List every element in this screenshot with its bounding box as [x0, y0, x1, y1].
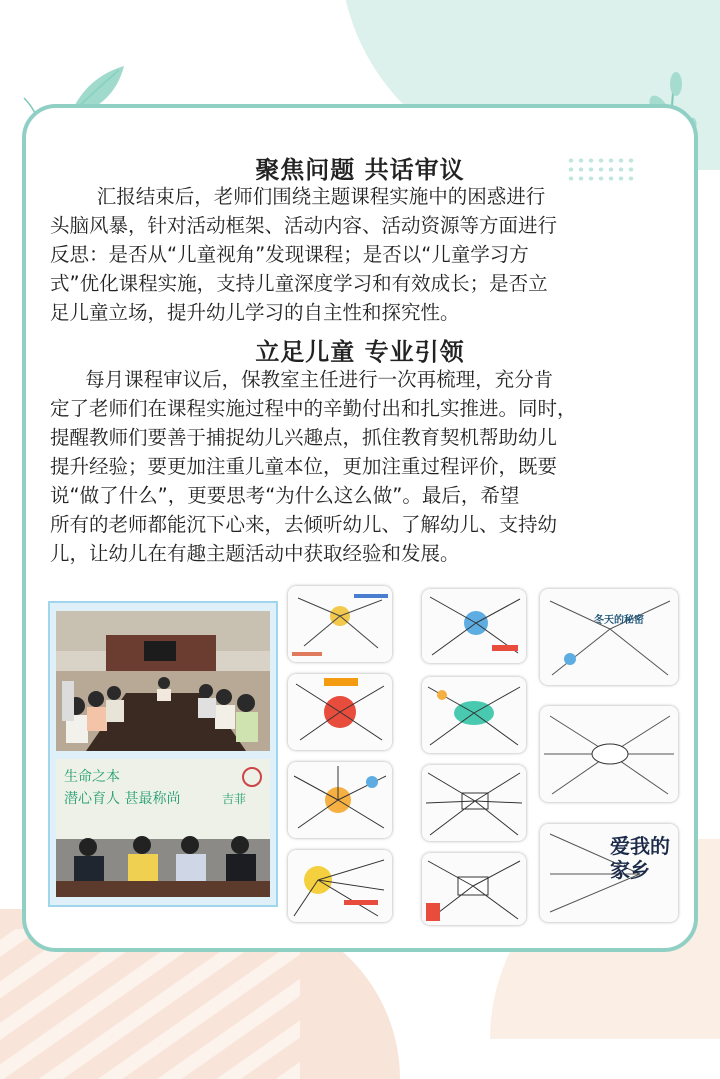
section2-line: 儿，让幼儿在有趣主题活动中获取经验和发展。	[50, 542, 460, 565]
section2-line: 定了老师们在课程实施过程中的辛勤付出和扎实推进。同时，	[50, 397, 577, 420]
banner-line2: 潜心育人 甚最称尚	[64, 791, 181, 807]
section2-line: 说“做了什么”，更要思考“为什么这么做”。最后，希望	[50, 484, 520, 507]
section1-line: 汇报结束后，老师们围绕主题课程实施中的困惑进行	[96, 185, 546, 208]
meeting-room-photo	[56, 611, 270, 751]
section1-line: 头脑风暴，针对活动框架、活动内容、活动资源等方面进行	[50, 214, 558, 237]
section1-heading: 聚焦问题 共话审议	[255, 156, 465, 184]
mindmap-caption-b: 爱我的家乡	[610, 834, 670, 882]
mindmap-sheet	[422, 853, 526, 925]
mindmap-sheet-large	[540, 824, 678, 922]
banner-line3: 吉菲	[222, 792, 247, 806]
mindmap-sheet	[422, 589, 526, 663]
section2-line: 每月课程审议后，保教室主任进行一次再梳理，充分肯	[85, 368, 554, 391]
section1-line: 反思：是否从“儿童视角”发现课程；是否以“儿童学习方	[50, 243, 529, 266]
section2-line: 提升经验；要更加注重儿童本位，更加注重过程评价，既要	[50, 455, 558, 478]
mindmap-sheet	[288, 674, 392, 750]
section1-line: 式”优化课程实施，支持儿童深度学习和有效成长；是否立	[50, 272, 548, 295]
section2-line: 所有的老师都能沉下心来，去倾听幼儿、了解幼儿、支持幼	[50, 513, 558, 536]
mindmap-sheet-large	[540, 706, 678, 802]
banner-line1: 生命之本	[64, 769, 120, 785]
section2-paragraph	[50, 365, 680, 568]
teachers-photo	[56, 759, 270, 897]
section1-paragraph	[50, 182, 680, 327]
meeting-photo-frame	[48, 601, 278, 907]
section1-line: 足儿童立场，提升幼儿学习的自主性和探究性。	[50, 301, 460, 324]
mindmap-sheet-large	[540, 589, 678, 685]
mindmap-sheet	[288, 850, 392, 922]
section2-heading: 立足儿童 专业引领	[255, 338, 465, 366]
section2-line: 提醒教师们要善于捕捉幼儿兴趣点，抓住教育契机帮助幼儿	[50, 426, 558, 449]
mindmap-sheet	[288, 586, 392, 662]
mindmap-sheet	[422, 765, 526, 841]
mindmap-sheet	[422, 677, 526, 753]
mindmap-caption-a: 冬天的秘密	[594, 615, 644, 626]
mindmap-sheet	[288, 762, 392, 838]
